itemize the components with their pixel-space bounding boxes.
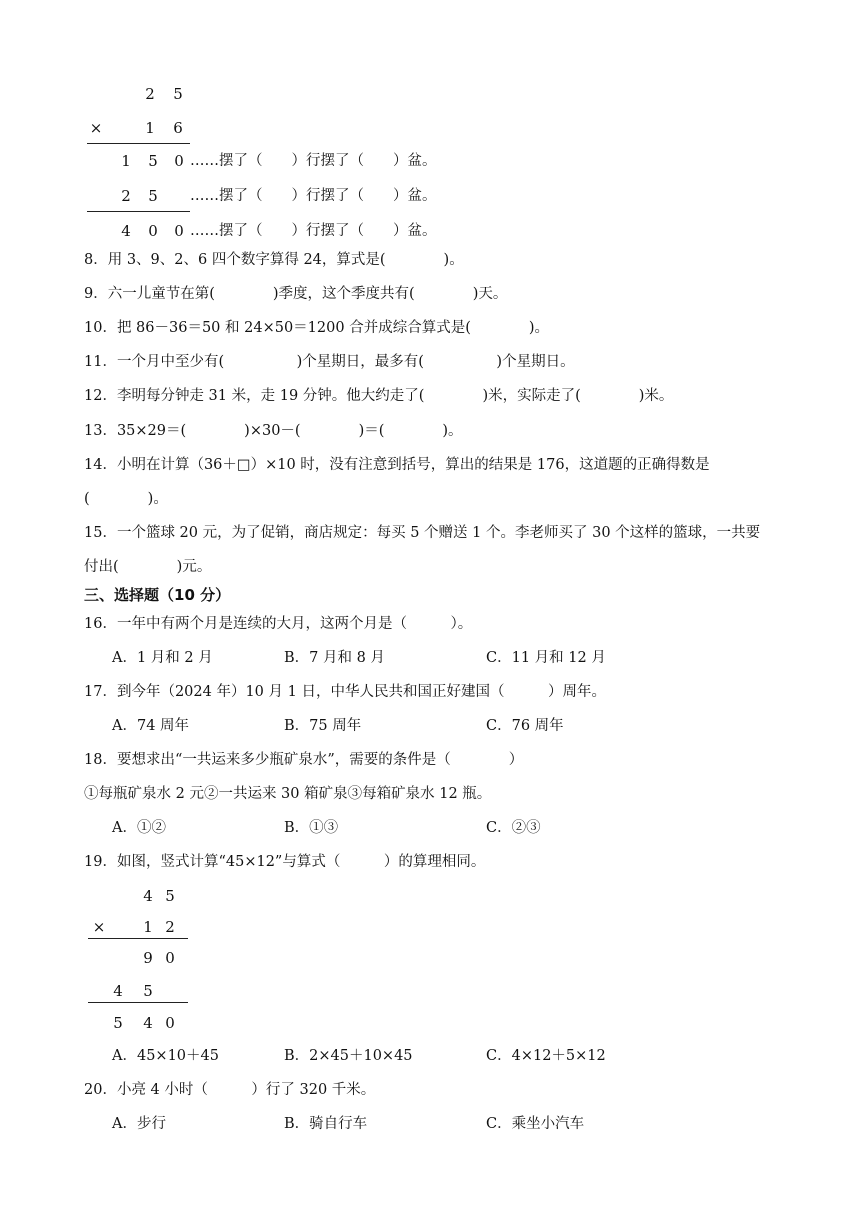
times-sign: × <box>92 918 106 936</box>
option-a: A．74 周年 <box>112 718 190 734</box>
fill-blank-text: ……摆了（ ）行摆了（ ）盆。 <box>190 153 437 169</box>
digit: 5 <box>148 187 158 205</box>
fill-blank-text: ……摆了（ ）行摆了（ ）盆。 <box>190 188 437 204</box>
digit: 0 <box>148 222 158 240</box>
digit: 2 <box>145 85 155 103</box>
question-18-conditions: ①每瓶矿泉水 2 元②一共运来 30 箱矿泉③每箱矿泉水 12 瓶。 <box>84 786 492 802</box>
rule-line <box>87 211 190 212</box>
option-b: B．骑自行车 <box>284 1116 368 1132</box>
question-19: 19．如图，竖式计算“45×12”与算式（ ）的算理相同。 <box>84 854 486 870</box>
question-14-line2: ( )。 <box>84 491 168 507</box>
option-c: C．乘坐小汽车 <box>486 1116 585 1132</box>
digit: 0 <box>165 949 175 967</box>
option-a: A．45×10＋45 <box>112 1048 219 1064</box>
option-a: A．①② <box>112 820 166 836</box>
option-c: C．11 月和 12 月 <box>486 650 606 666</box>
option-c: C．②③ <box>486 820 541 836</box>
digit: 5 <box>143 982 153 1000</box>
digit: 6 <box>173 119 183 137</box>
digit: 4 <box>143 887 153 905</box>
digit: 5 <box>165 887 175 905</box>
rule-line <box>88 1002 188 1003</box>
times-sign: × <box>89 119 103 137</box>
question-16: 16．一年中有两个月是连续的大月，这两个月是（ ）。 <box>84 616 473 632</box>
digit: 4 <box>121 222 131 240</box>
question-9: 9．六一儿童节在第( )季度，这个季度共有( )天。 <box>84 286 508 302</box>
question-11: 11．一个月中至少有( )个星期日，最多有( )个星期日。 <box>84 354 575 370</box>
digit: 4 <box>113 982 123 1000</box>
option-b: B．2×45＋10×45 <box>284 1048 413 1064</box>
option-c: C．76 周年 <box>486 718 564 734</box>
option-a: A．1 月和 2 月 <box>112 650 213 666</box>
digit: 0 <box>174 222 184 240</box>
option-b: B．75 周年 <box>284 718 362 734</box>
question-17: 17．到今年（2024 年）10 月 1 日，中华人民共和国正好建国（ ）周年。 <box>84 684 606 700</box>
digit: 1 <box>145 119 155 137</box>
question-12: 12．李明每分钟走 31 米，走 19 分钟。他大约走了( )米，实际走了( )米。 <box>84 388 674 404</box>
digit: 1 <box>143 918 153 936</box>
option-b: B．7 月和 8 月 <box>284 650 385 666</box>
question-8: 8．用 3、9、2、6 四个数字算得 24，算式是( )。 <box>84 252 464 268</box>
digit: 5 <box>148 152 158 170</box>
fill-blank-text: ……摆了（ ）行摆了（ ）盆。 <box>190 223 437 239</box>
digit: 2 <box>121 187 131 205</box>
question-15-line2: 付出( )元。 <box>84 559 212 575</box>
digit: 5 <box>113 1014 123 1032</box>
digit: 0 <box>165 1014 175 1032</box>
question-10: 10．把 86－36＝50 和 24×50＝1200 合并成综合算式是( )。 <box>84 320 550 336</box>
digit: 4 <box>143 1014 153 1032</box>
question-13: 13．35×29＝( )×30－( )＝( )。 <box>84 423 463 439</box>
digit: 2 <box>165 918 175 936</box>
digit: 5 <box>173 85 183 103</box>
digit: 0 <box>174 152 184 170</box>
digit: 9 <box>143 949 153 967</box>
option-c: C．4×12＋5×12 <box>486 1048 606 1064</box>
rule-line <box>87 143 190 144</box>
section-heading: 三、选择题（10 分） <box>84 586 231 604</box>
question-15-line1: 15．一个篮球 20 元，为了促销，商店规定：每买 5 个赠送 1 个。李老师买了 30 个这样的篮球，一共要 <box>84 525 761 541</box>
question-18: 18．要想求出“一共运来多少瓶矿泉水”，需要的条件是（ ） <box>84 752 524 768</box>
option-a: A．步行 <box>112 1116 166 1132</box>
question-20: 20．小亮 4 小时（ ）行了 320 千米。 <box>84 1082 376 1098</box>
rule-line <box>88 938 188 939</box>
digit: 1 <box>121 152 131 170</box>
option-b: B．①③ <box>284 820 339 836</box>
question-14-line1: 14．小明在计算（36＋□）×10 时，没有注意到括号，算出的结果是 176，这道题的正确得数是 <box>84 457 710 473</box>
